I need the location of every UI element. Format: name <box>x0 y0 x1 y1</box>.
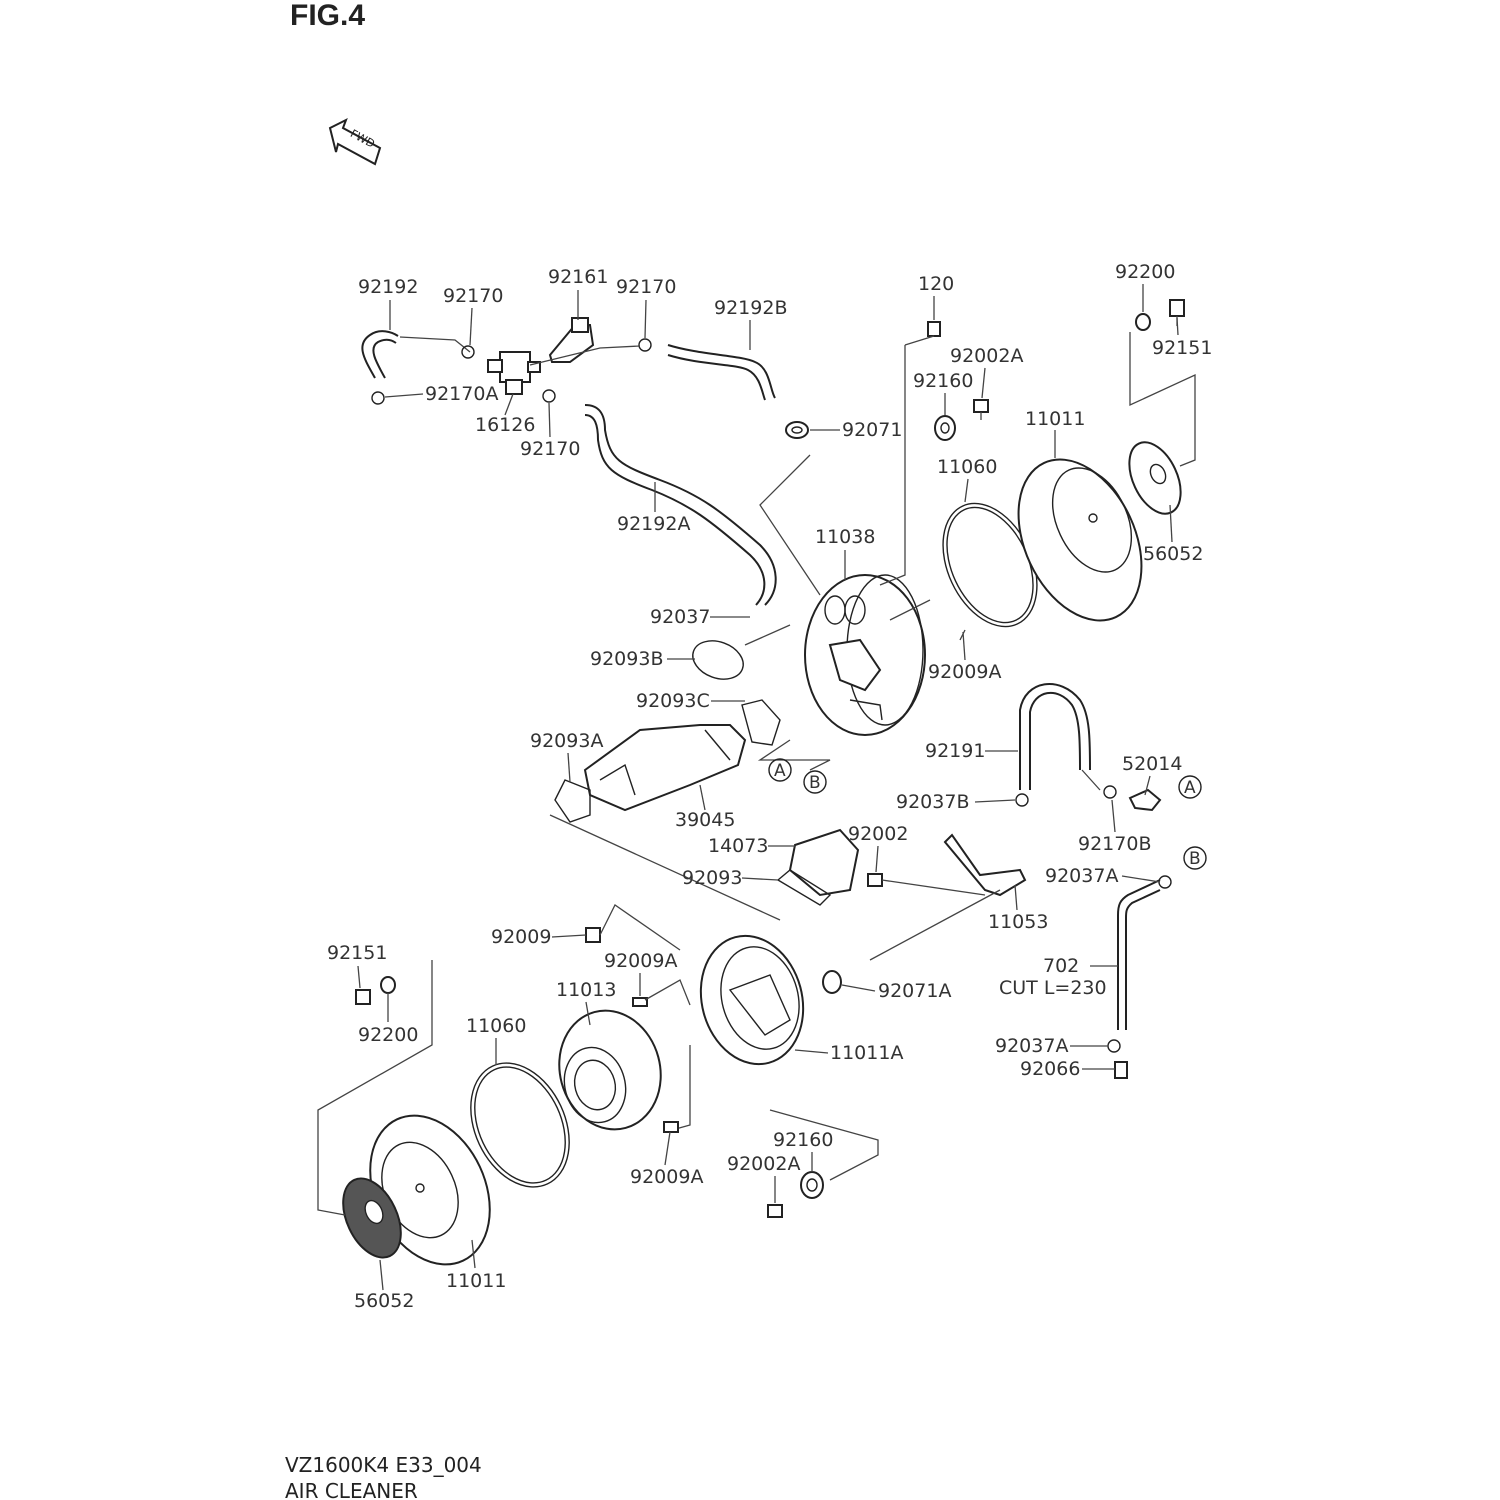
part-label: 92037A <box>995 1035 1069 1057</box>
part-label: 11013 <box>556 979 617 1001</box>
part-label: 52014 <box>1122 753 1183 775</box>
part-label: 92200 <box>1115 261 1176 283</box>
fwd-label: FWD <box>348 127 377 151</box>
hose-92192 <box>362 331 470 378</box>
part-label: 56052 <box>354 1290 415 1312</box>
part-label: 11053 <box>988 911 1049 933</box>
part-label: 92009A <box>604 950 678 972</box>
part-label: 56052 <box>1143 543 1204 565</box>
part-label: 92093B <box>590 648 664 670</box>
part-label: 92160 <box>773 1129 834 1151</box>
part-label: 702 <box>1043 955 1080 977</box>
gasket-92093B <box>687 625 790 686</box>
part-label: 92160 <box>913 370 974 392</box>
housing-11011A <box>687 924 817 1075</box>
drain-92066 <box>1115 1062 1127 1078</box>
svg-text:A: A <box>774 761 786 781</box>
part-label: CUT L=230 <box>999 977 1107 999</box>
part-label: 92151 <box>327 942 388 964</box>
bolt-120 <box>880 322 940 585</box>
part-label: 92037B <box>896 791 970 813</box>
washer-92200-lower <box>381 977 395 993</box>
grommet-92071 <box>786 422 808 438</box>
ref-circle-b-1 <box>804 771 826 793</box>
collar-92160 <box>935 416 955 440</box>
plate-56052 <box>1119 434 1191 521</box>
part-label: 11011 <box>446 1270 507 1292</box>
part-label: 92170 <box>616 276 677 298</box>
gasket-92093C <box>742 700 780 745</box>
part-label: 92071 <box>842 419 903 441</box>
clip-92037A-top <box>1159 876 1171 888</box>
part-label: 39045 <box>675 809 736 831</box>
part-label: 92192B <box>714 297 788 319</box>
part-label: 92161 <box>548 266 609 288</box>
duct-39045 <box>585 725 745 810</box>
screw-92009A-lower <box>664 1122 678 1132</box>
backplate-11038 <box>805 575 925 735</box>
section-name: AIR CLEANER <box>285 1479 418 1500</box>
clip-92037B <box>1016 794 1028 806</box>
part-label: 92037A <box>1045 865 1119 887</box>
part-label: 92170A <box>425 383 499 405</box>
ref-circle-a-2 <box>1179 776 1201 798</box>
part-label: 92170 <box>443 285 504 307</box>
part-label: 92093A <box>530 730 604 752</box>
figure-title: FIG.4 <box>290 0 366 32</box>
bolt-92151-lower <box>356 990 370 1004</box>
part-label: 92191 <box>925 740 986 762</box>
washer-92200-top <box>1136 314 1150 330</box>
part-label: 92093 <box>682 867 743 889</box>
clip-92037A-bottom <box>1108 1040 1120 1052</box>
part-label: 11060 <box>937 456 998 478</box>
part-label: 92009 <box>491 926 552 948</box>
part-label: 16126 <box>475 414 536 436</box>
model-code: VZ1600K4 E33_004 <box>285 1453 482 1477</box>
bracket-11053 <box>870 835 1025 960</box>
part-label: 92009A <box>928 661 1002 683</box>
ref-circle-b-2 <box>1184 847 1206 869</box>
screw-92002A <box>974 400 988 420</box>
part-label: 92170 <box>520 438 581 460</box>
ref-circle-a-1 <box>769 759 791 781</box>
part-label: 92002A <box>950 345 1024 367</box>
part-label: 11011A <box>830 1042 904 1064</box>
screw-92009A-mid <box>633 980 690 1006</box>
fwd-arrow-icon <box>330 120 380 164</box>
part-label: 92151 <box>1152 337 1213 359</box>
collar-92160-lower <box>801 1172 823 1198</box>
bolt-92002 <box>868 874 882 886</box>
part-label: 11060 <box>466 1015 527 1037</box>
hose-702 <box>1118 880 1160 1030</box>
part-label: 92009A <box>630 1166 704 1188</box>
svg-text:B: B <box>809 773 821 793</box>
part-label: 92192 <box>358 276 419 298</box>
part-label: 92037 <box>650 606 711 628</box>
gasket-92093A <box>555 780 590 822</box>
part-label: 92066 <box>1020 1058 1081 1080</box>
hose-92192A <box>585 405 776 605</box>
svg-text:B: B <box>1189 849 1201 869</box>
part-label: 14073 <box>708 835 769 857</box>
part-label: 92200 <box>358 1024 419 1046</box>
part-label: 92093C <box>636 690 710 712</box>
screw-92002A-lower <box>768 1205 782 1217</box>
part-label: 11038 <box>815 526 876 548</box>
part-label: 92002A <box>727 1153 801 1175</box>
part-label: 120 <box>918 273 955 295</box>
part-label: 92170B <box>1078 833 1152 855</box>
part-label: 92002 <box>848 823 909 845</box>
screw-92009 <box>586 905 680 950</box>
hose-92191 <box>1020 684 1100 790</box>
part-label: 92071A <box>878 980 952 1002</box>
clip-92170B <box>1104 786 1116 798</box>
svg-text:A: A <box>1184 778 1196 798</box>
part-label: 92192A <box>617 513 691 535</box>
part-label: 11011 <box>1025 408 1086 430</box>
grommet-92071A <box>823 971 841 993</box>
